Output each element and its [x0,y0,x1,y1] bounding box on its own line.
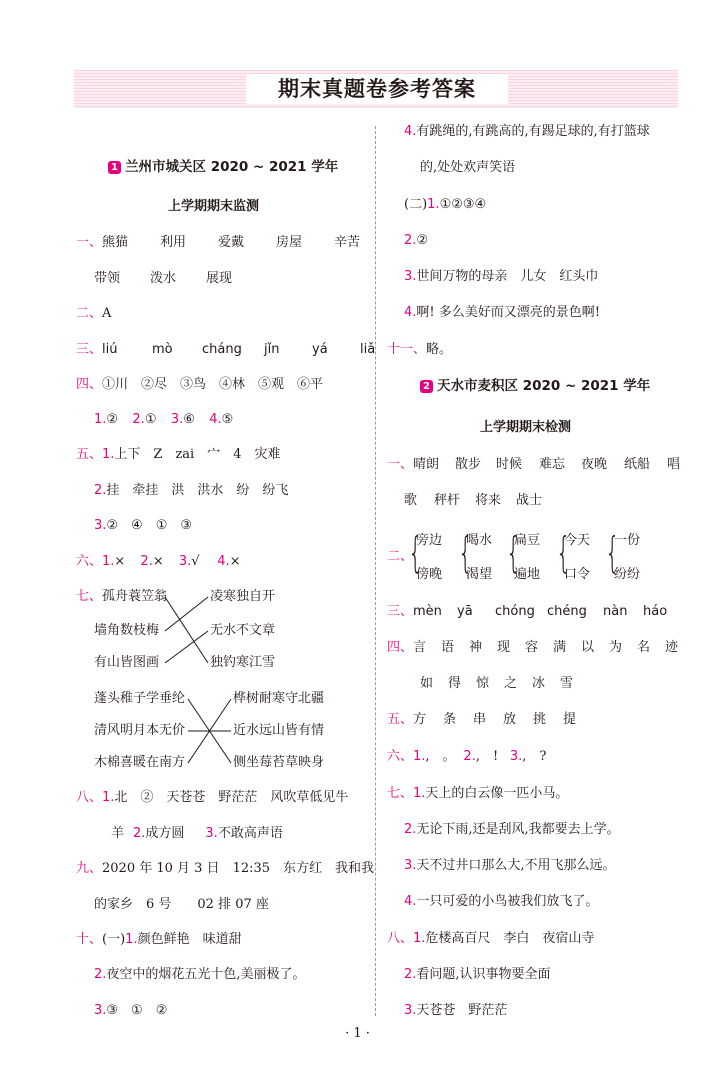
word-pair-bottom: 渴望 [466,567,493,582]
match-right-1: 凌寒独自开 [210,589,276,604]
answer-10-part-2-2: 2.② [404,233,429,248]
word-pair-top: 旁边 [416,533,443,548]
s2-answer-1: 一、晴朗 散步 时候 难忘 夜晚 纸船 唱 [387,457,681,472]
s2-answer-8-3: 3.天苍苍 野茫茫 [404,1003,508,1018]
s2-answer-7-3: 3.天不过井口那么大,不用飞那么远。 [404,858,616,873]
column-divider [375,126,376,1016]
word-pair-top: 今天 [564,533,591,548]
s2-answer-3: 三、mèn yā chóng chéng nàn háo [387,604,668,619]
brace-3: { [506,528,521,577]
answer-10-part-2-4: 4.啊! 多么美好而又漂亮的景色啊! [404,305,600,320]
answer-4: 四、①川 ②尽 ③鸟 ④林 ⑤观 ⑥平 [76,377,324,392]
s2-answer-7: 七、1.天上的白云像一匹小马。 [387,786,569,801]
answer-10-part-2-3: 3.世间万物的母亲 儿女 红头巾 [404,269,599,284]
match2-left-2: 清风明月本无价 [94,723,186,738]
match2-right-1: 桦树耐寒守北疆 [233,691,325,706]
answer-5-2: 2.挂 牵挂 洪 洪水 纷 纷飞 [94,483,289,498]
answer-2: 二、A [76,306,112,321]
s2-answer-8-2: 2.看问题,认识事物要全面 [404,967,551,982]
match-line [165,597,208,631]
s2-answer-8: 八、1.危楼高百尺 李白 夜宿山寺 [387,931,595,946]
s2-answer-5: 五、方 条 串 放 挑 提 [387,712,577,727]
brace-1: { [408,528,423,577]
word-pair-bottom: 口令 [564,567,591,582]
answer-10-3: 3.③ ① ② [94,1003,168,1018]
brace-4: { [556,528,571,577]
answer-11: 十一、略。 [387,342,453,357]
s2-answer-2: 二、 [387,549,414,564]
s2-answer-7-2: 2.无论下雨,还是刮风,我都要去上学。 [404,822,620,837]
section-2-heading [420,377,650,395]
answer-10-4: 4.有跳绳的,有跳高的,有踢足球的,有打篮球 [404,124,650,139]
answer-10: 十、(一)1.颜色鲜艳 味道甜 [76,932,242,947]
s2-answer-6: 六、1., 。 2., ! 3., ? [387,749,547,764]
section-title: 天水市麦积区 2020 ~ 2021 学年 [437,378,651,394]
match-left-1: 孤舟蓑笠翁 [102,589,168,604]
word-pair-top: 喝水 [466,533,493,548]
answer-8-line-2: 羊 2.成方圆 3.不敢高声语 [111,826,283,841]
match-left-2: 墙角数枝梅 [94,623,160,638]
word-pair-top: 扁豆 [514,533,541,548]
answer-8: 八、1.北 ② 天苍苍 野茫茫 风吹草低见牛 [76,790,349,805]
answer-3: 三、liú mò cháng jǐn yá liǎ [76,342,376,357]
answer-4-line-2: 1.② 2.① 3.⑥ 4.⑤ [94,412,234,427]
s2-answer-4: 四、言 语 神 现 容 满 以 为 名 迹 [387,640,679,655]
section-badge: 2 [420,380,433,393]
word-pair-bottom: 傍晚 [416,567,443,582]
section-2-subtitle: 上学期期末检测 [480,420,572,435]
match-right-3: 独钓寒江雪 [210,655,276,670]
page-number: · 1 · [345,1026,370,1041]
match-line [165,631,208,663]
answer-5: 五、1.上下 Z zai 宀 4 灾难 [76,447,281,462]
match-line [188,699,231,763]
section-1-heading [108,158,338,176]
match-line [188,699,231,763]
section-title: 兰州市城关区 2020 ~ 2021 学年 [125,159,339,175]
match2-left-3: 木棉喜暖在南方 [94,755,186,770]
page-title: 期末真题卷参考答案 [246,74,508,104]
section-1-subtitle: 上学期期末监测 [168,199,260,214]
brace-5: { [605,528,620,577]
match2-right-3: 侧坐莓苔草映身 [233,755,325,770]
word-pair-bottom: 纷纷 [614,567,641,582]
answer-7: 七、孤舟蓑笠翁 [76,589,168,604]
answer-6: 六、1.× 2.× 3.√ 4.× [76,554,241,569]
answer-1-line-2: 带领 泼水 展现 [94,271,233,286]
answer-5-3: 3.② ④ ① ③ [94,518,193,533]
answer-1: 一、熊猫 利用 爱戴 房屋 辛苦 [76,235,361,250]
word-pair-bottom: 遍地 [514,567,541,582]
brace-2: { [458,528,473,577]
s2-answer-4-line-2: 如 得 惊 之 冰 雪 [420,676,574,691]
answer-9: 九、2020 年 10 月 3 日 12:35 东方红 我和我 [76,861,375,876]
match2-left-1: 蓬头稚子学垂纶 [94,691,186,706]
section-badge: 1 [108,161,121,174]
match-left-3: 有山皆图画 [94,655,160,670]
answer-9-line-2: 的家乡 6 号 02 排 07 座 [94,897,269,912]
answer-10-2: 2.夜空中的烟花五光十色,美丽极了。 [94,967,306,982]
s2-answer-7-4: 4.一只可爱的小鸟被我们放飞了。 [404,894,599,909]
s2-answer-1-line-2: 歌 秤杆 将来 战士 [404,493,543,508]
answer-10-part-2: (二)1.①②③④ [404,197,487,212]
match-right-2: 无水不文章 [210,623,276,638]
answer-10-4-line-2: 的,处处欢声笑语 [420,160,516,175]
match-line [165,597,208,663]
match2-right-2: 近水远山皆有情 [233,723,325,738]
word-pair-top: 一份 [614,533,641,548]
